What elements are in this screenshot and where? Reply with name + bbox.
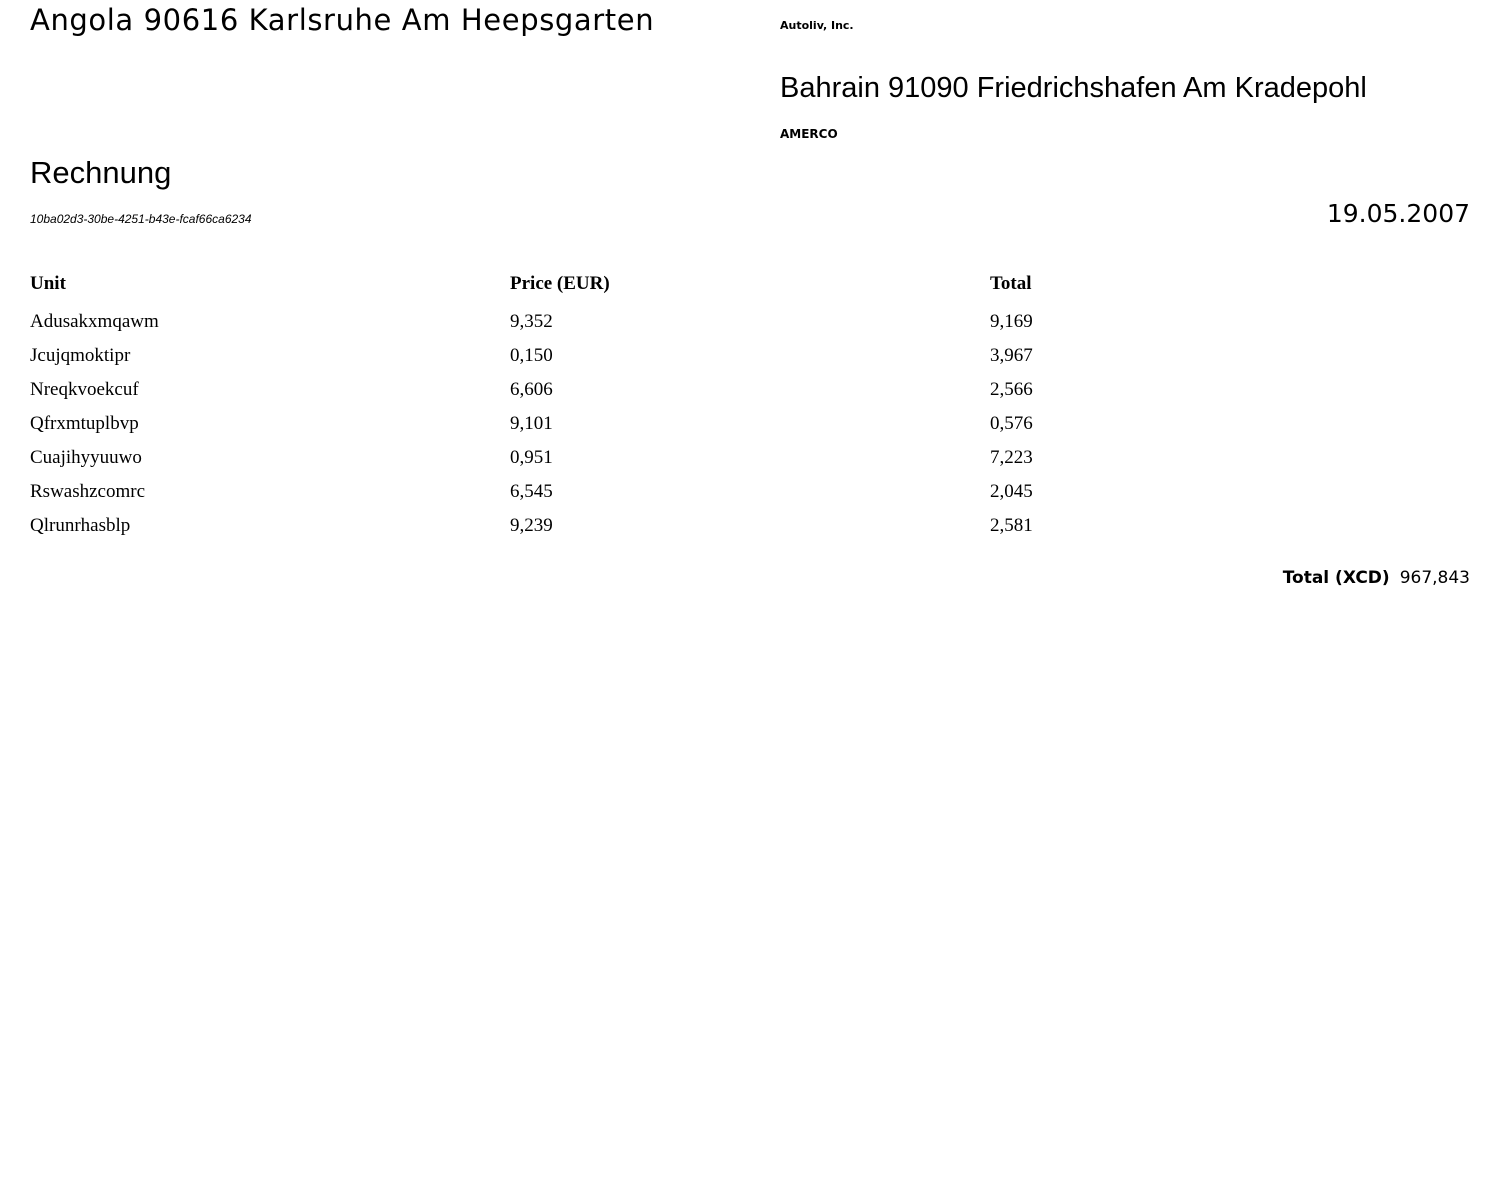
- cell-unit: Qlrunrhasblp: [30, 515, 131, 536]
- table-header-row: [30, 268, 1470, 300]
- header-total: Total: [990, 273, 1032, 294]
- cell-price: 6,545: [510, 481, 553, 502]
- table-row: [30, 305, 1470, 339]
- table-row: [30, 509, 1470, 543]
- cell-total: 9,169: [990, 311, 1033, 332]
- cell-total: 2,566: [990, 379, 1033, 400]
- cell-unit: Cuajihyyuuwo: [30, 447, 142, 468]
- grand-total: [1283, 566, 1470, 590]
- header-unit: Unit: [30, 273, 66, 294]
- cell-price: 6,606: [510, 379, 553, 400]
- cell-total: 2,581: [990, 515, 1033, 536]
- cell-total: 2,045: [990, 481, 1033, 502]
- cell-price: 9,352: [510, 311, 553, 332]
- cell-unit: Qfrxmtuplbvp: [30, 413, 139, 434]
- cell-price: 9,101: [510, 413, 553, 434]
- cell-price: 9,239: [510, 515, 553, 536]
- table-row: [30, 373, 1470, 407]
- table-row: [30, 441, 1470, 475]
- sender-company: Autoliv, Inc.: [780, 19, 854, 32]
- cell-total: 0,576: [990, 413, 1033, 434]
- grand-total-label: Total (XCD): [1282, 568, 1390, 588]
- cell-total: 3,967: [990, 345, 1033, 366]
- items-table: [30, 268, 1470, 543]
- cell-unit: Adusakxmqawm: [30, 311, 159, 332]
- header-price: Price (EUR): [510, 273, 610, 294]
- recipient-company: AMERCO: [780, 127, 838, 141]
- grand-total-value: 967,843: [1399, 568, 1470, 588]
- invoice-id: 10ba02d3-30be-4251-b43e-fcaf66ca6234: [30, 212, 252, 226]
- cell-price: 0,150: [510, 345, 553, 366]
- recipient-address: Bahrain 91090 Friedrichshafen Am Kradepohl: [780, 72, 1367, 104]
- sender-address: Angola 90616 Karlsruhe Am Heepsgarten: [30, 3, 655, 37]
- cell-price: 0,951: [510, 447, 553, 468]
- cell-unit: Rswashzcomrc: [30, 481, 146, 502]
- table-row: [30, 407, 1470, 441]
- cell-total: 7,223: [990, 447, 1033, 468]
- table-row: [30, 475, 1470, 509]
- cell-unit: Jcujqmoktipr: [30, 345, 131, 366]
- invoice-date: 19.05.2007: [1326, 199, 1470, 228]
- cell-unit: Nreqkvoekcuf: [30, 379, 139, 400]
- table-row: [30, 339, 1470, 373]
- document-title: Rechnung: [30, 155, 172, 190]
